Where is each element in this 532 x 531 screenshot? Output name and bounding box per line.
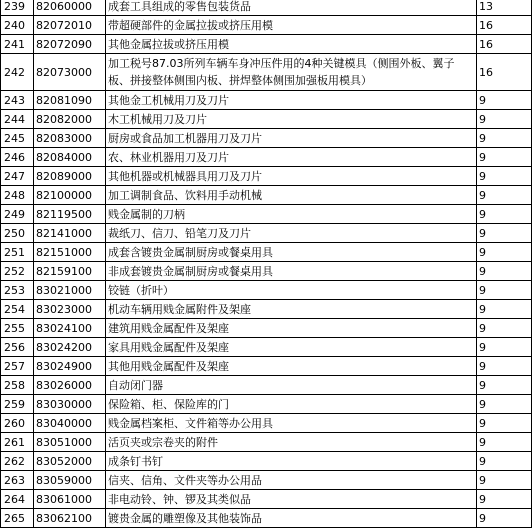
rate-cell: 9: [477, 167, 532, 186]
hs-code-cell: 83030000: [34, 395, 106, 414]
table-row: [1, 509, 532, 528]
description-cell: 成套工具组成的零售包装货品: [106, 0, 477, 16]
rate-cell: 9: [477, 148, 532, 167]
table-row: [1, 148, 532, 167]
rate-cell: 13: [477, 0, 532, 16]
row-number-cell: 243: [1, 91, 34, 110]
description-cell: 加工税号87.03所列车辆车身冲压件用的4种关键模具（侧围外板、翼子板、拼接整体侧围内板、拼焊整体侧围加强板用模具）: [106, 54, 477, 91]
row-number-cell: 252: [1, 262, 34, 281]
hs-code-cell: 82081090: [34, 91, 106, 110]
table-row: [1, 16, 532, 35]
row-number-cell: 247: [1, 167, 34, 186]
row-number-cell: 249: [1, 205, 34, 224]
row-number-cell: 254: [1, 300, 34, 319]
description-cell: 活页夹或宗卷夹的附件: [106, 433, 477, 452]
rate-cell: 16: [477, 16, 532, 35]
hs-code-cell: 83024100: [34, 319, 106, 338]
hs-code-cell: 82060000: [34, 0, 106, 16]
table-row: [1, 205, 532, 224]
description-cell: 成套含镀贵金属制厨房或餐桌用具: [106, 243, 477, 262]
rate-cell: 9: [477, 224, 532, 243]
description-cell: 其他金属拉拔或挤压用模: [106, 35, 477, 54]
rate-cell: 9: [477, 281, 532, 300]
table-row: [1, 110, 532, 129]
rate-cell: 9: [477, 262, 532, 281]
hs-code-cell: 82151000: [34, 243, 106, 262]
table-row: [1, 490, 532, 509]
rate-cell: 16: [477, 54, 532, 91]
rate-cell: 9: [477, 433, 532, 452]
rate-cell: 9: [477, 509, 532, 528]
tariff-table-body: [1, 0, 532, 528]
table-row: [1, 338, 532, 357]
description-cell: 厨房或食品加工机器用刀及刀片: [106, 129, 477, 148]
row-number-cell: 245: [1, 129, 34, 148]
hs-code-cell: 83024200: [34, 338, 106, 357]
row-number-cell: 264: [1, 490, 34, 509]
hs-code-cell: 82082000: [34, 110, 106, 129]
hs-code-cell: 83062100: [34, 509, 106, 528]
hs-code-cell: 82084000: [34, 148, 106, 167]
table-row: [1, 243, 532, 262]
row-number-cell: 265: [1, 509, 34, 528]
table-row: [1, 357, 532, 376]
hs-code-cell: 83023000: [34, 300, 106, 319]
row-number-cell: 259: [1, 395, 34, 414]
description-cell: 保险箱、柜、保险库的门: [106, 395, 477, 414]
hs-code-cell: 82119500: [34, 205, 106, 224]
description-cell: 加工调制食品、饮料用手动机械: [106, 186, 477, 205]
description-cell: 贱金属制的刀柄: [106, 205, 477, 224]
description-cell: 带超硬部件的金属拉拔或挤压用模: [106, 16, 477, 35]
row-number-cell: 239: [1, 0, 34, 16]
description-cell: 铰链（折叶）: [106, 281, 477, 300]
table-row: [1, 0, 532, 16]
table-row: [1, 395, 532, 414]
row-number-cell: 257: [1, 357, 34, 376]
row-number-cell: 263: [1, 471, 34, 490]
rate-cell: 9: [477, 186, 532, 205]
row-number-cell: 260: [1, 414, 34, 433]
description-cell: 木工机械用刀及刀片: [106, 110, 477, 129]
row-number-cell: 240: [1, 16, 34, 35]
description-cell: 其他金工机械用刀及刀片: [106, 91, 477, 110]
description-cell: 非电动铃、钟、锣及其类似品: [106, 490, 477, 509]
table-row: [1, 300, 532, 319]
row-number-cell: 250: [1, 224, 34, 243]
table-row: [1, 414, 532, 433]
row-number-cell: 262: [1, 452, 34, 471]
table-row: [1, 35, 532, 54]
rate-cell: 9: [477, 357, 532, 376]
table-row: [1, 319, 532, 338]
hs-code-cell: 82083000: [34, 129, 106, 148]
rate-cell: 9: [477, 414, 532, 433]
row-number-cell: 258: [1, 376, 34, 395]
hs-code-cell: 82073000: [34, 54, 106, 91]
description-cell: 农、林业机器用刀及刀片: [106, 148, 477, 167]
row-number-cell: 251: [1, 243, 34, 262]
rate-cell: 9: [477, 129, 532, 148]
table-row: [1, 54, 532, 91]
hs-code-cell: 82072010: [34, 16, 106, 35]
hs-code-cell: 82072090: [34, 35, 106, 54]
hs-code-cell: 82159100: [34, 262, 106, 281]
table-row: [1, 262, 532, 281]
table-row: [1, 471, 532, 490]
row-number-cell: 246: [1, 148, 34, 167]
hs-code-cell: 83052000: [34, 452, 106, 471]
table-row: [1, 452, 532, 471]
description-cell: 其他机器或机械器具用刀及刀片: [106, 167, 477, 186]
description-cell: 建筑用贱金属配件及架座: [106, 319, 477, 338]
description-cell: 自动闭门器: [106, 376, 477, 395]
rate-cell: 9: [477, 300, 532, 319]
table-row: [1, 376, 532, 395]
row-number-cell: 255: [1, 319, 34, 338]
description-cell: 机动车辆用贱金属附件及架座: [106, 300, 477, 319]
rate-cell: 9: [477, 243, 532, 262]
table-row: [1, 433, 532, 452]
hs-code-cell: 83051000: [34, 433, 106, 452]
description-cell: 家具用贱金属配件及架座: [106, 338, 477, 357]
table-row: [1, 186, 532, 205]
rate-cell: 9: [477, 205, 532, 224]
description-cell: 信夹、信角、文件夹等办公用品: [106, 471, 477, 490]
rate-cell: 9: [477, 471, 532, 490]
description-cell: 裁纸刀、信刀、铅笔刀及刀片: [106, 224, 477, 243]
table-row: [1, 91, 532, 110]
table-row: [1, 281, 532, 300]
table-row: [1, 129, 532, 148]
table-row: [1, 224, 532, 243]
rate-cell: 9: [477, 338, 532, 357]
row-number-cell: 248: [1, 186, 34, 205]
row-number-cell: 253: [1, 281, 34, 300]
description-cell: 成条钉书钉: [106, 452, 477, 471]
row-number-cell: 261: [1, 433, 34, 452]
hs-code-cell: 82089000: [34, 167, 106, 186]
row-number-cell: 242: [1, 54, 34, 91]
rate-cell: 9: [477, 452, 532, 471]
rate-cell: 9: [477, 319, 532, 338]
row-number-cell: 241: [1, 35, 34, 54]
hs-code-cell: 83024900: [34, 357, 106, 376]
rate-cell: 9: [477, 91, 532, 110]
description-cell: 其他用贱金属配件及架座: [106, 357, 477, 376]
rate-cell: 16: [477, 35, 532, 54]
hs-code-cell: 83040000: [34, 414, 106, 433]
description-cell: 镀贵金属的雕塑像及其他装饰品: [106, 509, 477, 528]
description-cell: 非成套镀贵金属制厨房或餐桌用具: [106, 262, 477, 281]
hs-code-cell: 82100000: [34, 186, 106, 205]
rate-cell: 9: [477, 490, 532, 509]
hs-code-cell: 82141000: [34, 224, 106, 243]
rate-cell: 9: [477, 110, 532, 129]
description-cell: 贱金属档案柜、文件箱等办公用具: [106, 414, 477, 433]
table-row: [1, 167, 532, 186]
row-number-cell: 256: [1, 338, 34, 357]
rate-cell: 9: [477, 395, 532, 414]
hs-code-cell: 83059000: [34, 471, 106, 490]
hs-code-cell: 83021000: [34, 281, 106, 300]
row-number-cell: 244: [1, 110, 34, 129]
hs-code-cell: 83026000: [34, 376, 106, 395]
rate-cell: 9: [477, 376, 532, 395]
hs-code-cell: 83061000: [34, 490, 106, 509]
